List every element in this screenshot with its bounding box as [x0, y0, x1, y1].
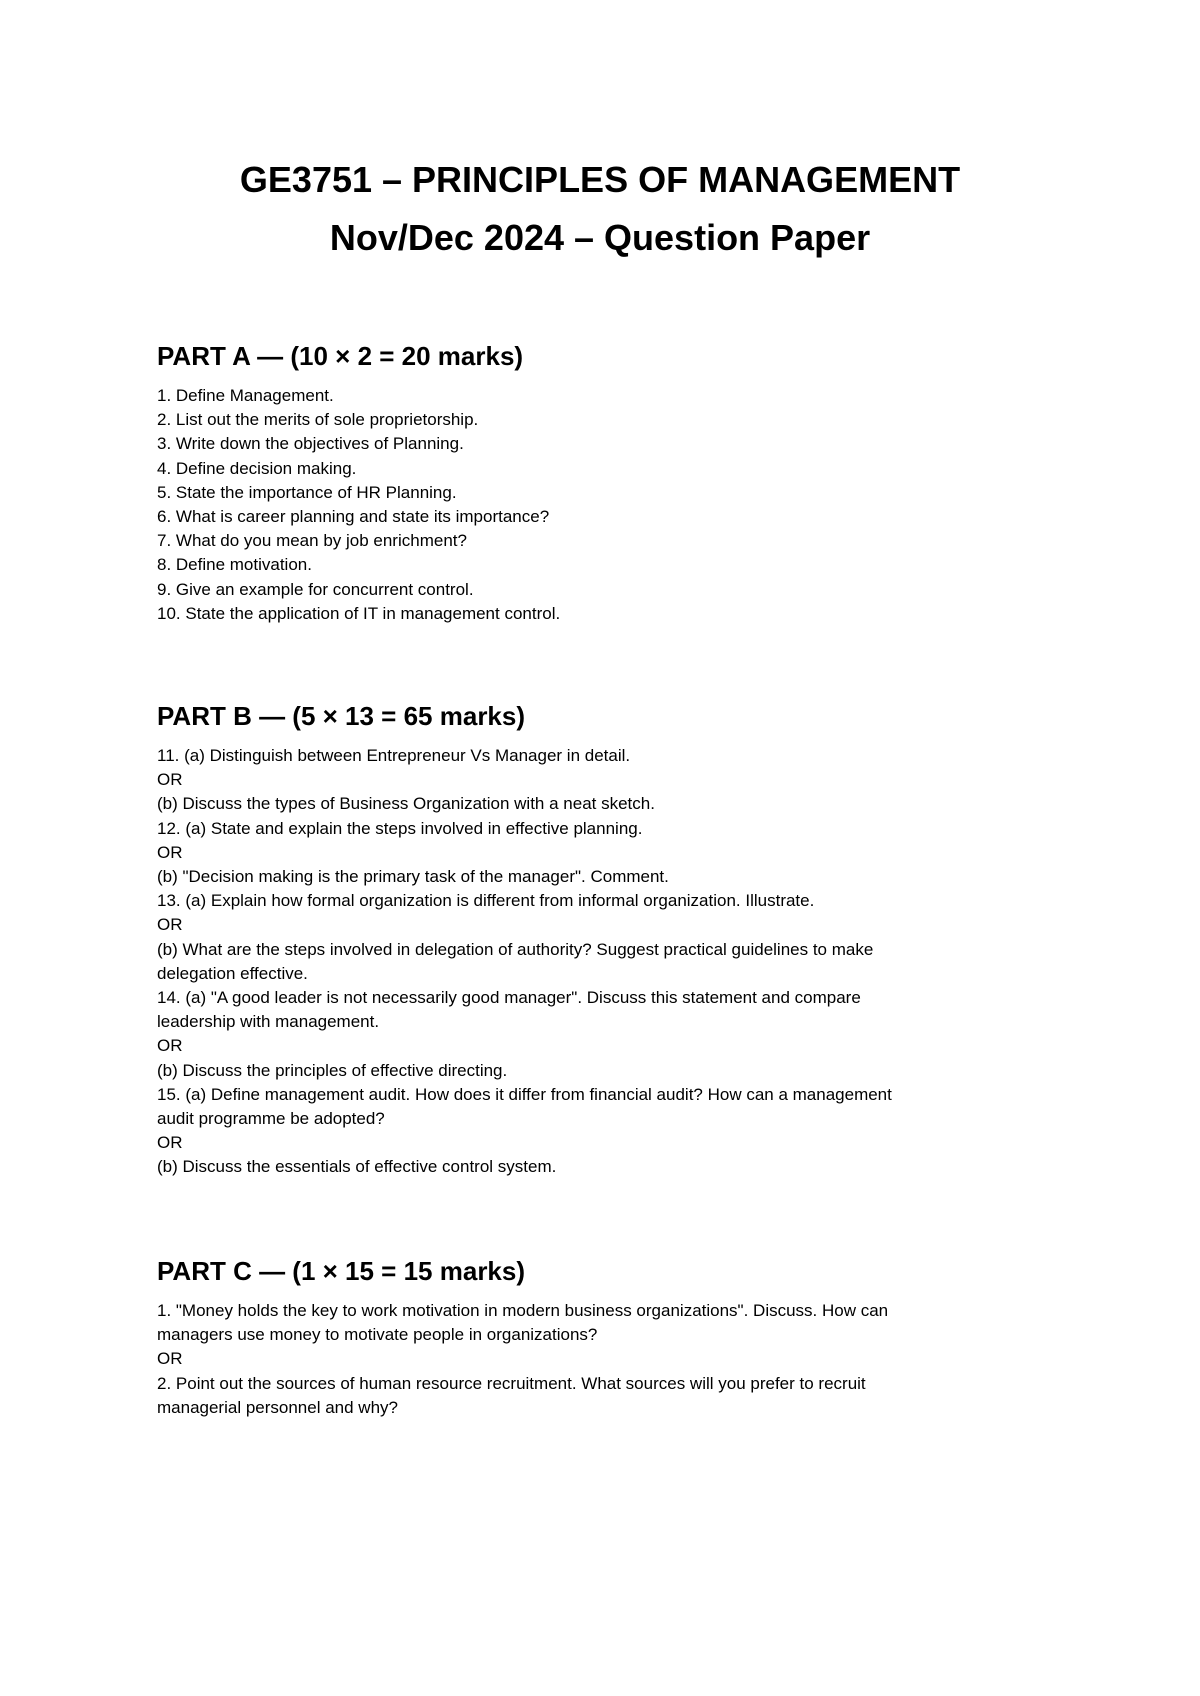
or-separator: OR	[157, 842, 183, 862]
question-line: (b) Discuss the essentials of effective control system.	[157, 1157, 557, 1177]
or-separator: OR	[157, 1133, 183, 1153]
question-line: 2. Point out the sources of human resource recruitment. What sources will you prefer to recruit	[157, 1373, 866, 1393]
part-a-heading: PART A — (10 × 2 = 20 marks)	[157, 341, 524, 371]
paper-subtitle: Nov/Dec 2024 – Question Paper	[329, 217, 871, 258]
question-line: audit programme be adopted?	[157, 1109, 385, 1129]
question-line: 13. (a) Explain how formal organization is different from informal organization. Illustrate.	[157, 891, 815, 911]
or-separator: OR	[157, 1036, 183, 1056]
paper-title: GE3751 – PRINCIPLES OF MANAGEMENT	[239, 159, 961, 200]
question-line: 1. Define Management.	[157, 386, 334, 405]
question-line: 7. What do you mean by job enrichment?	[157, 531, 467, 551]
question-line: managers use money to motivate people in organizations?	[157, 1325, 598, 1345]
or-separator: OR	[157, 1349, 183, 1369]
question-line: 15. (a) Define management audit. How does it differ from financial audit? How can a management	[157, 1084, 892, 1104]
question-line: (b) What are the steps involved in delegation of authority? Suggest practical guidelines to make	[157, 939, 874, 959]
question-line: 9. Give an example for concurrent control.	[157, 579, 474, 599]
part-b-question-list	[157, 744, 1057, 1180]
part-a-section	[157, 340, 1057, 626]
part-a-question-list	[157, 384, 1057, 626]
question-line: 5. State the importance of HR Planning.	[157, 482, 457, 502]
part-c-heading: PART C — (1 × 15 = 15 marks)	[157, 1256, 526, 1286]
question-line: (b) Discuss the principles of effective directing.	[157, 1060, 508, 1080]
question-line: 3. Write down the objectives of Planning.	[157, 434, 464, 454]
part-c-question-list	[157, 1299, 1057, 1420]
question-line: leadership with management.	[157, 1012, 380, 1032]
part-b-heading: PART B — (5 × 13 = 65 marks)	[157, 701, 526, 731]
part-b-section	[157, 700, 1057, 1180]
or-separator: OR	[157, 770, 183, 790]
question-line: 10. State the application of IT in management control.	[157, 603, 561, 623]
question-line: 14. (a) "A good leader is not necessarily good manager". Discuss this statement and compare	[157, 988, 861, 1008]
question-line: 2. List out the merits of sole proprietorship.	[157, 410, 479, 430]
question-line: managerial personnel and why?	[157, 1397, 398, 1417]
question-line: delegation effective.	[157, 963, 308, 983]
question-line: 1. "Money holds the key to work motivation in modern business organizations". Discuss. How can	[157, 1301, 889, 1320]
question-line: 6. What is career planning and state its importance?	[157, 507, 550, 527]
question-line: (b) "Decision making is the primary task of the manager". Comment.	[157, 867, 669, 887]
question-line: 12. (a) State and explain the steps involved in effective planning.	[157, 818, 643, 838]
question-line: 8. Define motivation.	[157, 555, 312, 575]
part-c-section	[157, 1255, 1057, 1420]
question-line: (b) Discuss the types of Business Organization with a neat sketch.	[157, 794, 655, 814]
question-line: 11. (a) Distinguish between Entrepreneur Vs Manager in detail.	[157, 746, 631, 765]
question-line: 4. Define decision making.	[157, 458, 357, 478]
or-separator: OR	[157, 915, 183, 935]
